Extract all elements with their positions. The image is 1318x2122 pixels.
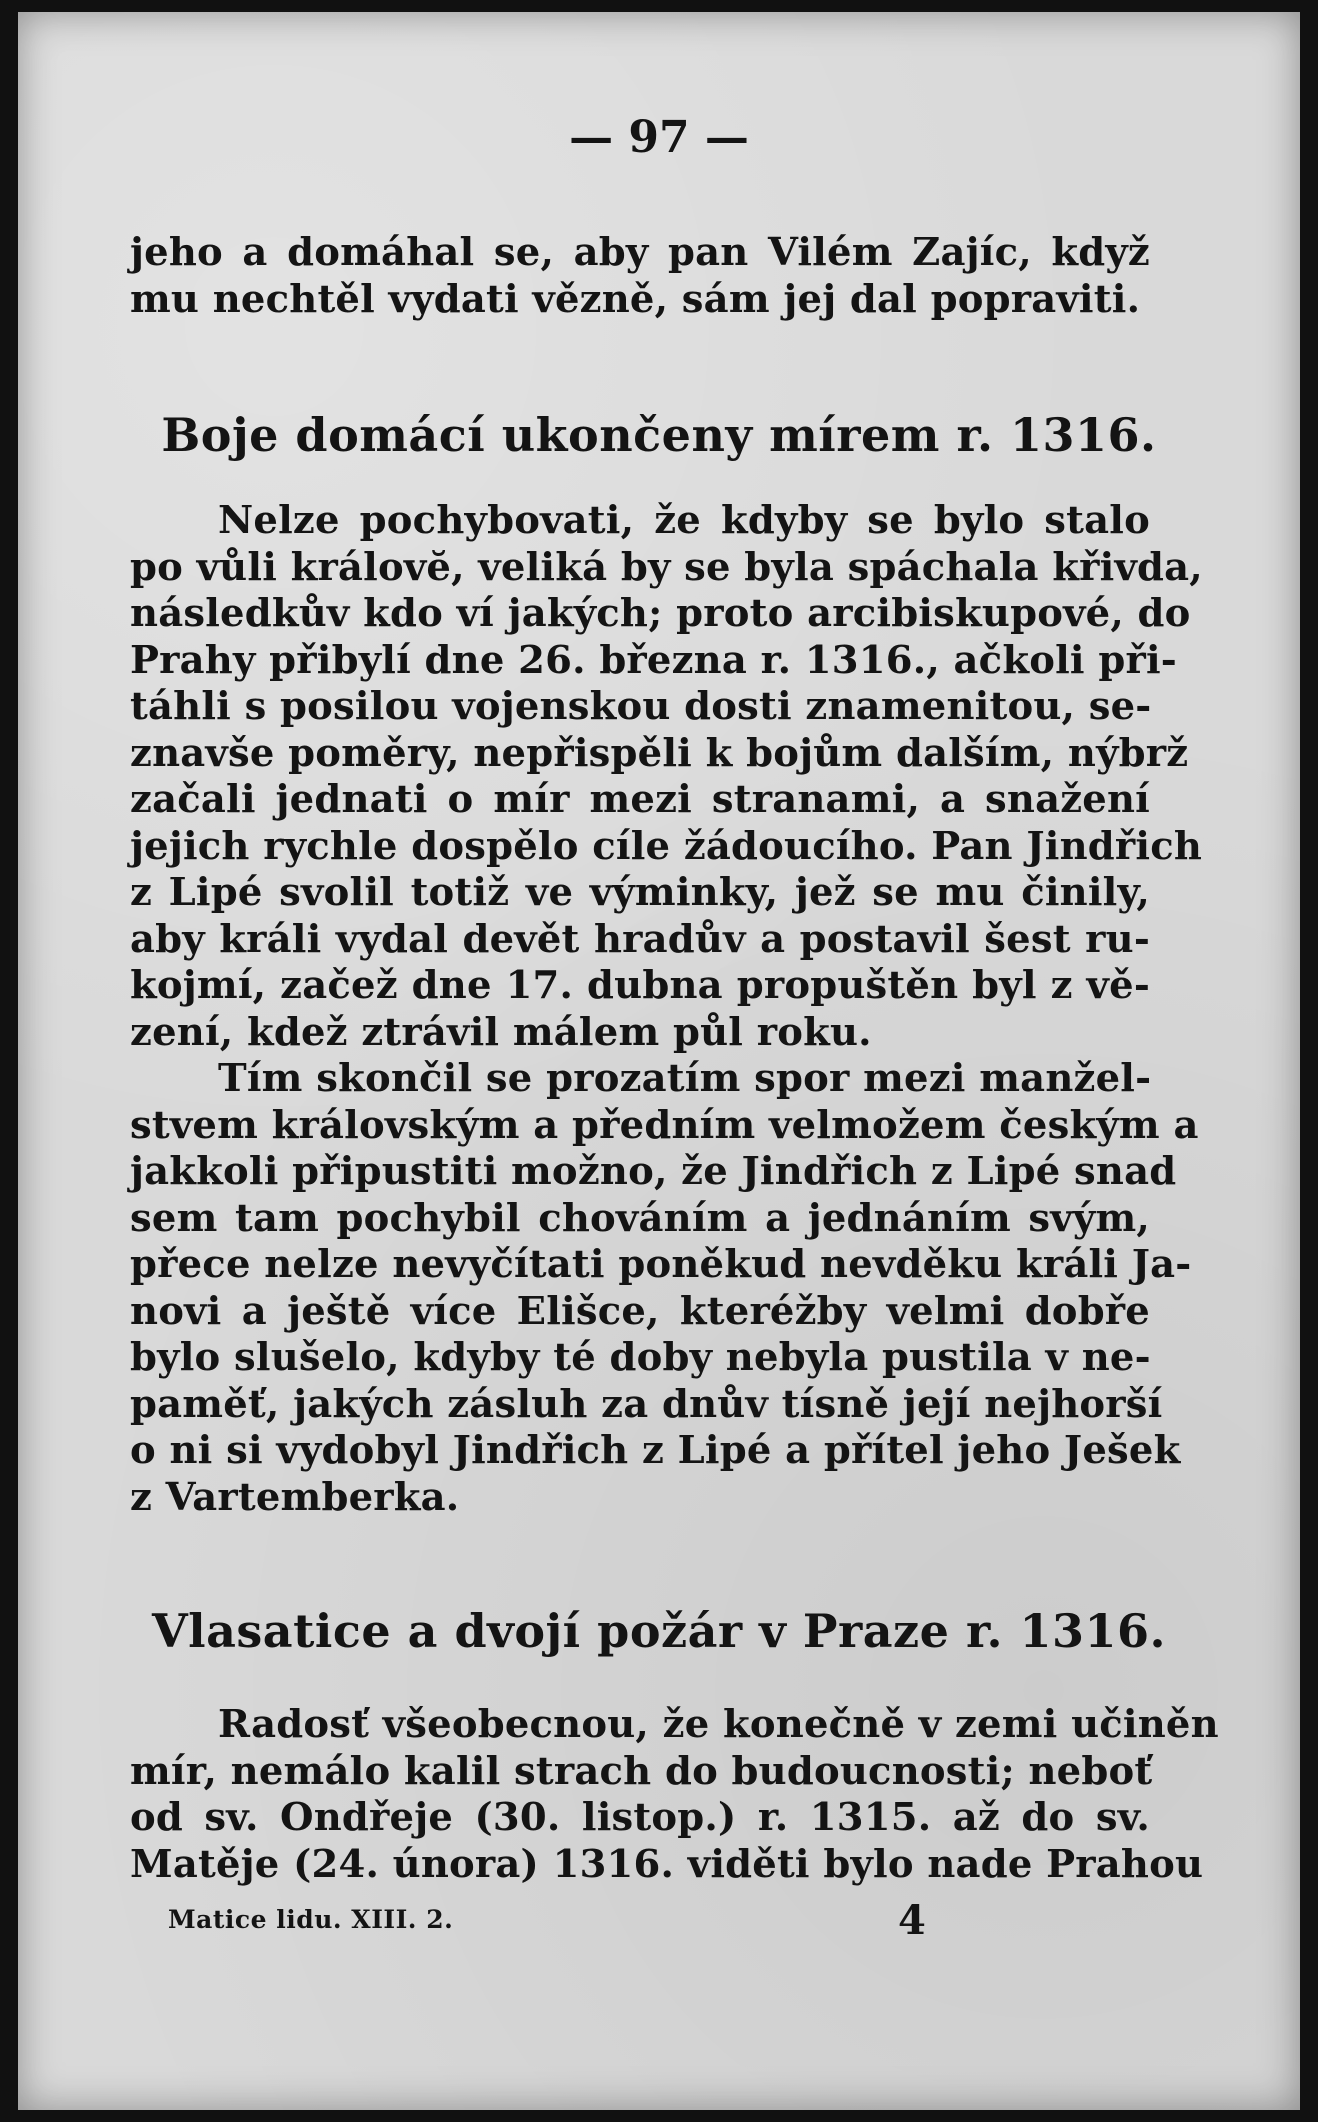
text-line: aby králi vydal devět hradův a postavil šest ru- — [130, 916, 1150, 962]
text-line: sem tam pochybil chováním a jednáním svým, — [130, 1195, 1150, 1241]
text-line: od sv. Ondřeje (30. listop.) r. 1315. až do sv. — [130, 1795, 1150, 1840]
text-line: kojmí, začež dne 17. dubna propuštěn byl z vě- — [130, 963, 1150, 1008]
text-line: Nelze pochybovati, že kdyby se bylo stalo — [218, 498, 1150, 543]
intro-paragraph — [130, 230, 1150, 323]
sheet-number: 4 — [898, 1897, 926, 1944]
text-line: mu nechtěl vydati vězně, sám jej dal popraviti. — [130, 276, 1141, 322]
text-line: zení, kdež ztrávil málem půl roku. — [130, 1009, 872, 1055]
printer-signature: Matice lidu. XIII. 2. — [168, 1905, 454, 1934]
text-line: mír, nemálo kalil strach do budoucnosti; neboť — [130, 1748, 1153, 1794]
paragraph — [130, 498, 1203, 1521]
text-line: paměť, jakých zásluh za dnův tísně její nejhorší — [130, 1381, 1163, 1427]
book-page — [18, 12, 1300, 2110]
text-line: Tím skončil se prozatím spor mezi manžel- — [218, 1056, 1152, 1101]
text-line: z Lipé svolil totiž ve výminky, jež se mu činily, — [130, 870, 1150, 915]
paragraph — [130, 1702, 1219, 1888]
text-line: znavše poměry, nepřispěli k bojům dalším, nýbrž — [130, 730, 1189, 776]
text-line: následkův kdo ví jakých; proto arcibiskupové, do — [130, 591, 1191, 636]
text-line: táhli s posilou vojenskou dosti znamenitou, se- — [130, 684, 1152, 729]
page-number: — 97 — — [569, 112, 749, 163]
text-line: jakkoli připustiti možno, že Jindřich z Lipé snad — [130, 1149, 1177, 1194]
text-line: Matěje (24. února) 1316. viděti bylo nade Prahou — [130, 1841, 1204, 1887]
text-line: Radosť všeobecnou, že konečně v zemi učiněn — [218, 1702, 1219, 1747]
text-line: začali jednati o mír mezi stranami, a snažení — [130, 777, 1150, 822]
text-line: z Vartemberka. — [130, 1474, 460, 1520]
text-line: jejich rychle dospělo cíle žádoucího. Pan Jindřich — [130, 823, 1203, 869]
section-heading: Vlasatice a dvojí požár v Praze r. 1316. — [151, 1604, 1167, 1658]
text-line: jeho a domáhal se, aby pan Vilém Zajíc, když — [130, 230, 1150, 275]
text-line: bylo slušelo, kdyby té doby nebyla pustila v ne- — [130, 1335, 1151, 1380]
text-line: přece nelze nevyčítati poněkud nevděku králi Ja- — [130, 1242, 1192, 1287]
text-line: o ni si vydobyl Jindřich z Lipé a přítel jeho Ješek — [130, 1428, 1181, 1473]
text-line: Prahy přibylí dne 26. března r. 1316., ačkoli při- — [130, 637, 1177, 683]
text-line: po vůli královĕ, veliká by se byla spáchala křivda, — [130, 544, 1203, 590]
text-line: stvem královským a předním velmožem českým a — [130, 1102, 1199, 1148]
section-heading: Boje domácí ukončeny mírem r. 1316. — [161, 408, 1157, 462]
text-line: novi a ještě více Elišce, kteréžby velmi dobře — [130, 1288, 1150, 1334]
